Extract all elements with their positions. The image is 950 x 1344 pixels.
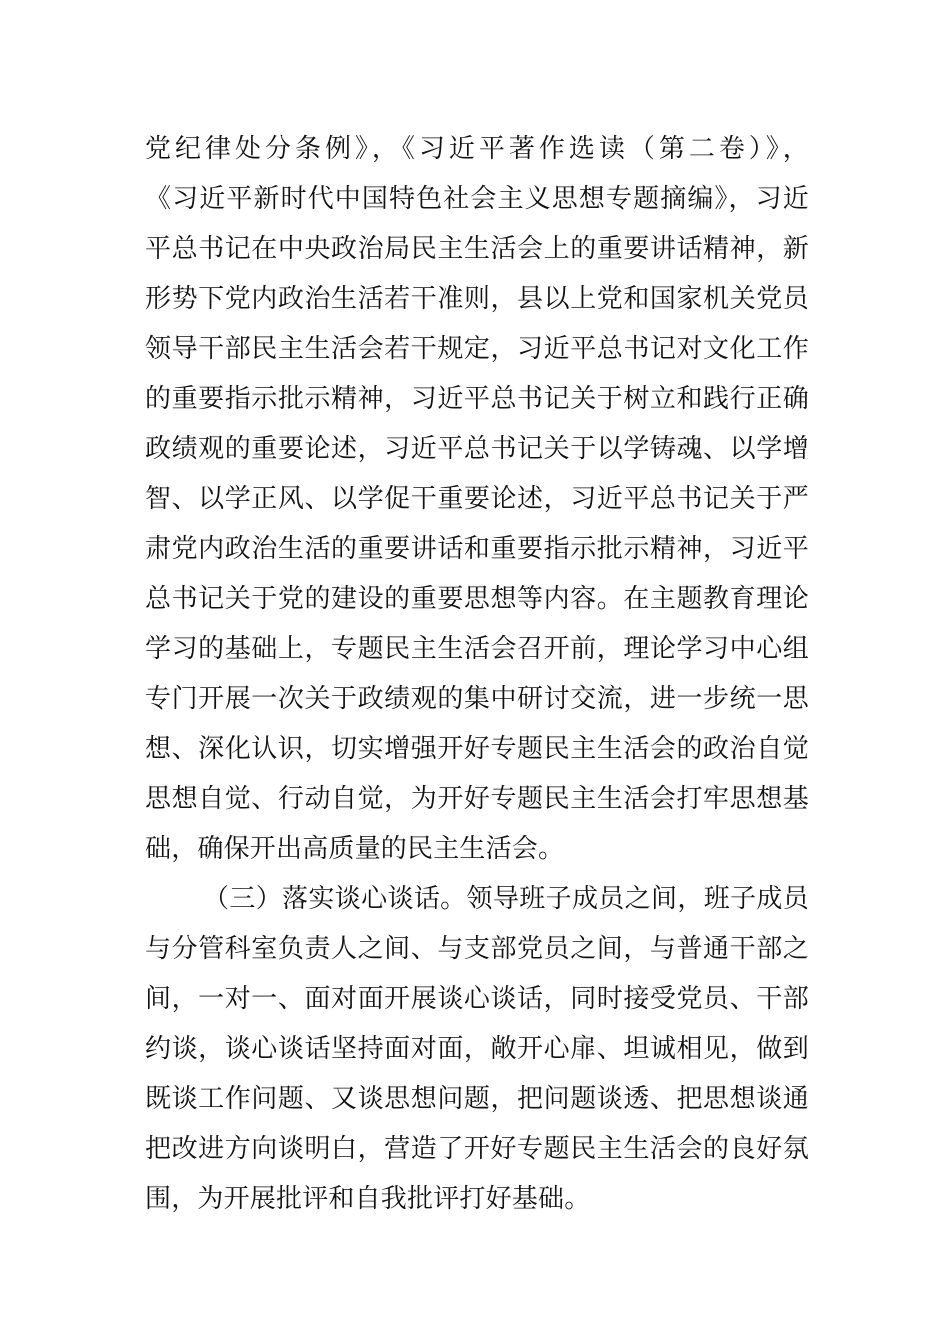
text-line: 础，确保开出高质量的民主生活会。 xyxy=(145,834,565,864)
document-body xyxy=(145,124,809,1224)
paragraph-study-content xyxy=(145,124,809,874)
text-line: 党纪律处分条例》，《习近平著作选读（第二卷）》， xyxy=(145,134,809,164)
text-line: 想、深化认识，切实增强开好专题民主生活会的政治自觉 xyxy=(145,734,809,764)
text-line: 形势下党内政治生活若干准则，县以上党和国家机关党员 xyxy=(145,284,809,314)
text-line: 《习近平新时代中国特色社会主义思想专题摘编》，习近 xyxy=(145,184,809,214)
text-line: 智、以学正风、以学促干重要论述，习近平总书记关于严 xyxy=(145,484,809,514)
text-line: 领导干部民主生活会若干规定，习近平总书记对文化工作 xyxy=(145,334,809,364)
text-line: 的重要指示批示精神，习近平总书记关于树立和践行正确 xyxy=(145,384,809,414)
section-heading-line: （三）落实谈心谈话。领导班子成员之间，班子成员 xyxy=(203,884,809,914)
text-line: 与分管科室负责人之间、与支部党员之间，与普通干部之 xyxy=(145,934,809,964)
text-line: 间，一对一、面对面开展谈心谈话，同时接受党员、干部 xyxy=(145,984,809,1014)
text-line: 肃党内政治生活的重要讲话和重要指示批示精神，习近平 xyxy=(145,534,809,564)
text-line: 政绩观的重要论述，习近平总书记关于以学铸魂、以学增 xyxy=(145,434,809,464)
text-line: 思想自觉、行动自觉，为开好专题民主生活会打牢思想基 xyxy=(145,784,809,814)
text-line: 约谈，谈心谈话坚持面对面，敞开心扉、坦诚相见，做到 xyxy=(145,1034,809,1064)
text-line: 专门开展一次关于政绩观的集中研讨交流，进一步统一思 xyxy=(145,684,809,714)
text-line: 围，为开展批评和自我批评打好基础。 xyxy=(145,1184,591,1214)
text-line: 既谈工作问题、又谈思想问题，把问题谈透、把思想谈通 xyxy=(145,1084,809,1114)
text-line: 学习的基础上，专题民主生活会召开前，理论学习中心组 xyxy=(145,634,809,664)
text-line: 平总书记在中央政治局民主生活会上的重要讲话精神，新 xyxy=(145,234,809,264)
paragraph-heart-to-heart-talks xyxy=(145,874,809,1224)
text-line: 总书记关于党的建设的重要思想等内容。在主题教育理论 xyxy=(145,584,809,614)
text-line: 把改进方向谈明白，营造了开好专题民主生活会的良好氛 xyxy=(145,1134,809,1164)
